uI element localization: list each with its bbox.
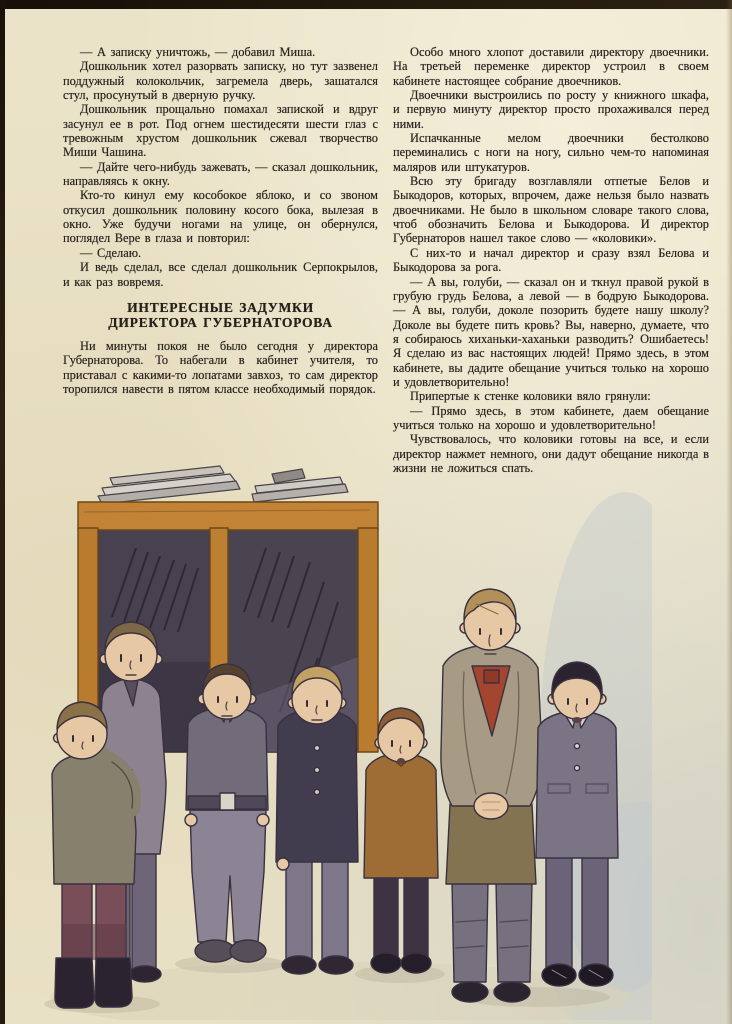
- paragraph: Двоечники выстроились по росту у книжного шкафа, и первую минуту директор просто прохаживался перед ними.: [393, 88, 709, 131]
- right-column: [393, 45, 709, 475]
- paragraph: Всю эту бригаду возглавляли отпетые Белов и Быкодоров, которых, впрочем, даже нельзя было назвать двоечниками. Не было в школьном словаре такого слова, чтоб обозначить Белова и Быкодорова. И директор Губернаторов нашел такое слово — «коловики».: [393, 174, 709, 246]
- paragraph: Кто-то кинул ему кособокое яблоко, и со звоном откусил дошкольник половину косого бока, вылезая в окно. Уже будучи ногами на улице, он обернулся, поглядел Вере в глаза и повторил:: [63, 188, 378, 246]
- paragraph: — А вы, голуби, — сказал он и ткнул правой рукой в грубую грудь Белова, а левой — в бодрую Быкодорова. — А вы, голуби, доколе позорить будете нашу школу? Доколе вы будете пить кровь? Вы, наверно, думаете, что я собираюсь хиханьки-хаханьки разводить? Ошибаетесь! Я сделаю из вас настоящих людей! Прямо здесь, в этом кабинете, вы дадите обещание учиться только на хорошо и удовлетворительно!: [393, 274, 709, 389]
- scan-edge-right: [726, 0, 732, 1024]
- paragraph: — Прямо здесь, в этом кабинете, даем обещание учиться только на хорошо и удовлетворительно!: [393, 403, 709, 432]
- boy-figure-6: [441, 589, 542, 1002]
- scan-edge-left: [0, 0, 5, 1024]
- papers-stack: [98, 466, 348, 504]
- section-heading-line: ДИРЕКТОРА ГУБЕРНАТОРОВА: [108, 315, 333, 331]
- paragraph: — Сделаю.: [80, 245, 142, 260]
- paragraph: С них-то и начал директор и сразу взял Белова и Быкодорова за рога.: [393, 245, 709, 275]
- paragraph: И ведь сделал, все сделал дошкольник Серпокрылов, и как раз вовремя.: [63, 260, 378, 289]
- paragraph: Чувствовалось, что коловики готовы на все, и если директор нажмет немного, они дадут обещание никогда в жизни не ложиться спать.: [393, 432, 709, 475]
- illustration: [40, 452, 652, 1020]
- section-heading: [69, 300, 372, 331]
- section-heading-line: ИНТЕРЕСНЫЕ ЗАДУМКИ: [127, 299, 314, 315]
- paragraph: — Дайте чего-нибудь зажевать, — сказал дошкольник, направляясь к окну.: [63, 159, 378, 189]
- left-column: [63, 45, 378, 396]
- paragraph: — А записку уничтожь, — добавил Миша.: [80, 45, 316, 59]
- illustration-drawing: [40, 452, 652, 1020]
- paragraph: Ни минуты покоя не было сегодня у директора Губернаторова. То набегали в кабинет учителя, то приставал с какими-то лопатами завхоз, то сам директор торопился навести в пятом классе необходимый порядок.: [63, 338, 378, 396]
- scan-edge-top: [0, 0, 732, 9]
- paragraph: Особо много хлопот доставили директору двоечники. На третьей переменке директор устроил в своем кабинете настоящее собрание двоечников.: [393, 45, 709, 88]
- paragraph: Испачканные мелом двоечники бестолково переминались с ноги на ногу, сильно чем-то напоминая маляров или штукатуров.: [393, 131, 709, 174]
- paragraph: Припертые к стенке коловики вяло грянули:: [410, 389, 651, 404]
- paragraph: Дошкольник хотел разорвать записку, но тут зазвенел поддужный колокольчик, загремела дверь, зашатался стул, просунутый в дверную ручку.: [63, 59, 378, 103]
- paragraph: Дошкольник прощально помахал запиской и вдруг засунул ее в рот. Под огнем шестидесяти шести глаз с тревожным хрустом дошкольник сжевал творчество Миши Чашина.: [63, 102, 378, 160]
